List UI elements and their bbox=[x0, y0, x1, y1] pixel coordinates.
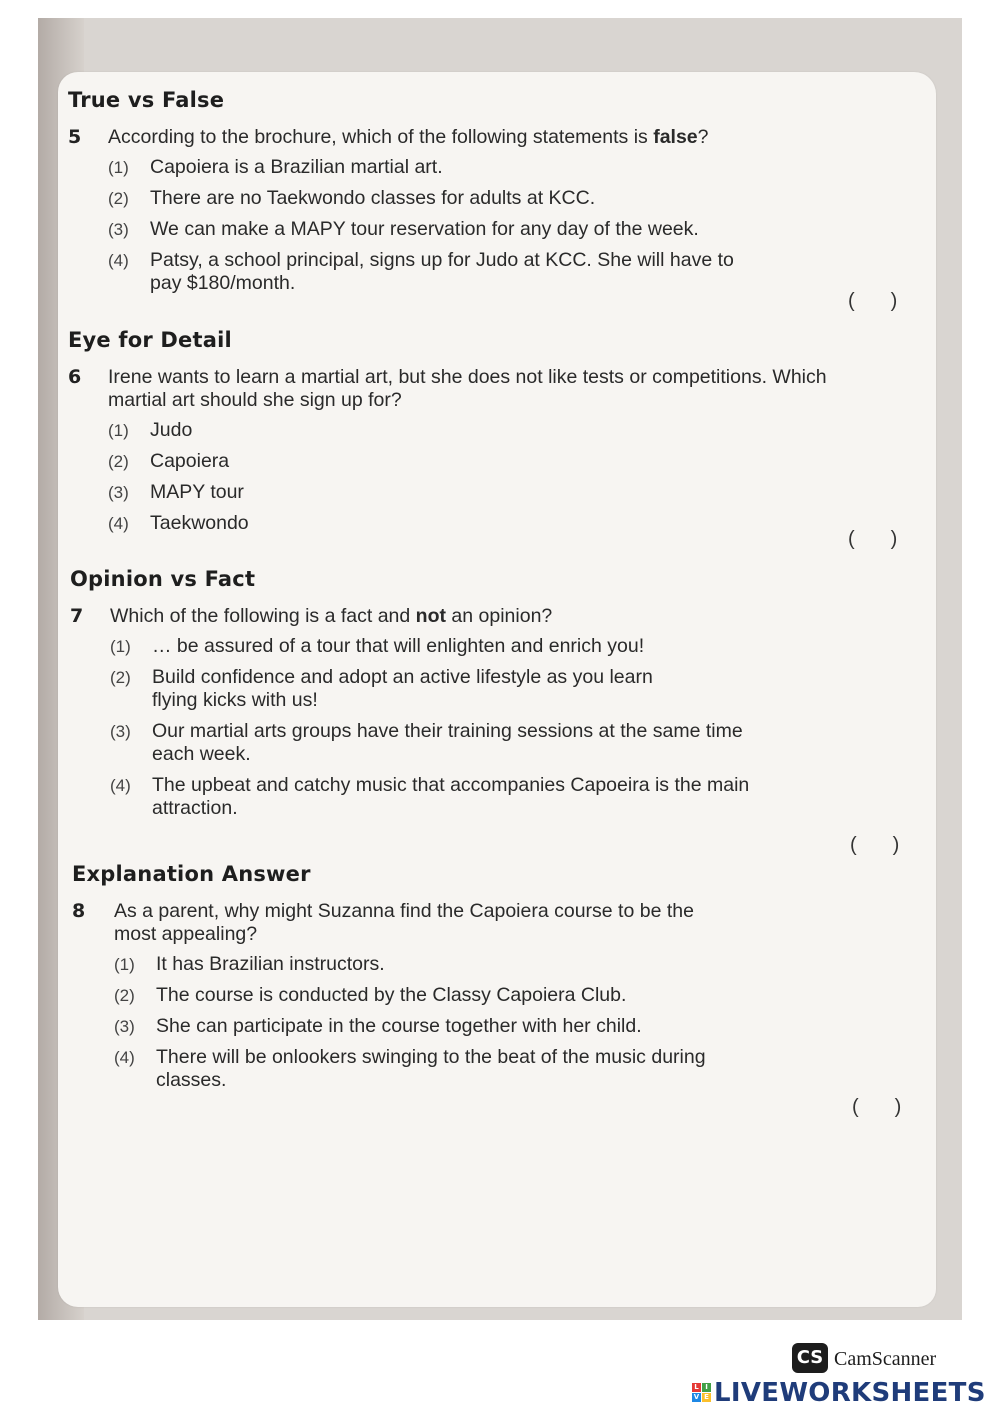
logo-tile: L bbox=[692, 1383, 701, 1392]
camscanner-logo-icon: CS bbox=[792, 1343, 828, 1373]
option-text: There will be onlookers swinging to the beat of the music during classes. bbox=[156, 1046, 706, 1091]
answer-bracket-5[interactable] bbox=[848, 290, 899, 313]
answer-bracket-8[interactable] bbox=[852, 1096, 903, 1119]
question-number: 8 bbox=[72, 900, 86, 922]
option-number: (3) bbox=[108, 483, 129, 502]
option-number: (2) bbox=[114, 986, 135, 1005]
bracket-close: ) bbox=[894, 1096, 904, 1118]
option-text: Build confidence and adopt an active lifestyle as you learn flying kicks with us! bbox=[152, 666, 653, 711]
liveworksheets-wordmark: LIVEWORKSHEETS bbox=[714, 1378, 986, 1408]
option-item bbox=[110, 720, 790, 766]
option-number: (4) bbox=[114, 1048, 135, 1067]
option-text: MAPY tour bbox=[150, 481, 244, 503]
option-item bbox=[114, 1015, 772, 1038]
option-number: (4) bbox=[108, 251, 129, 270]
option-number: (3) bbox=[114, 1017, 135, 1036]
question-7 bbox=[70, 605, 790, 820]
option-item bbox=[108, 481, 848, 504]
section-heading: Eye for Detail bbox=[68, 328, 232, 352]
option-text: The upbeat and catchy music that accompanies Capoeira is the main attraction. bbox=[152, 774, 750, 819]
logo-tile: V bbox=[693, 1393, 700, 1401]
options-list bbox=[108, 156, 828, 295]
section-heading: Opinion vs Fact bbox=[70, 567, 256, 591]
option-item bbox=[110, 635, 790, 658]
option-text: Capoiera is a Brazilian martial art. bbox=[150, 156, 443, 178]
question-text bbox=[108, 126, 828, 149]
bracket-open: ( bbox=[848, 290, 857, 312]
option-text: … be assured of a tour that will enlighten and enrich you! bbox=[152, 635, 645, 657]
question-number: 6 bbox=[68, 366, 82, 388]
options-list bbox=[114, 953, 772, 1092]
options-list bbox=[110, 635, 790, 820]
question-text: Irene wants to learn a martial art, but she does not like tests or competitions. Which martial art should she sign up for? bbox=[108, 366, 827, 411]
question-text-part: ? bbox=[697, 126, 709, 148]
answer-bracket-7[interactable] bbox=[850, 834, 901, 857]
logo-tile: E bbox=[702, 1393, 711, 1402]
section-heading: Explanation Answer bbox=[72, 862, 311, 886]
option-text: There are no Taekwondo classes for adults at KCC. bbox=[150, 187, 596, 209]
option-text: Taekwondo bbox=[150, 512, 249, 534]
option-number: (1) bbox=[110, 637, 131, 656]
option-item bbox=[108, 512, 848, 535]
answer-bracket-6[interactable] bbox=[848, 528, 899, 551]
question-5 bbox=[68, 126, 828, 295]
option-text: She can participate in the course together with her child. bbox=[156, 1015, 642, 1037]
option-number: (4) bbox=[108, 514, 129, 533]
option-number: (2) bbox=[108, 452, 129, 471]
option-item bbox=[110, 666, 790, 712]
option-text: Our martial arts groups have their training sessions at the same time each week. bbox=[152, 720, 743, 765]
question-text-part: Which of the following is a fact and bbox=[110, 605, 416, 627]
option-item bbox=[108, 218, 828, 241]
section-opinion-vs-fact bbox=[70, 567, 790, 828]
option-text: It has Brazilian instructors. bbox=[156, 953, 385, 975]
bracket-close: ) bbox=[890, 290, 900, 312]
option-number: (1) bbox=[108, 158, 129, 177]
option-number: (1) bbox=[108, 421, 129, 440]
question-text bbox=[110, 605, 790, 628]
question-8 bbox=[72, 900, 772, 1092]
option-number: (1) bbox=[114, 955, 135, 974]
question-number: 7 bbox=[70, 605, 84, 627]
section-heading: True vs False bbox=[68, 88, 225, 112]
section-true-vs-false bbox=[68, 88, 828, 303]
bracket-open: ( bbox=[850, 834, 859, 856]
section-eye-for-detail bbox=[68, 328, 848, 543]
option-number: (4) bbox=[110, 776, 131, 795]
question-text-part: an opinion? bbox=[446, 605, 553, 627]
question-emphasis: not bbox=[415, 605, 446, 627]
bracket-close: ) bbox=[892, 834, 902, 856]
bracket-open: ( bbox=[848, 528, 857, 550]
option-item bbox=[114, 953, 772, 976]
option-item bbox=[114, 1046, 772, 1092]
options-list bbox=[108, 419, 848, 535]
camscanner-name: CamScanner bbox=[834, 1348, 937, 1370]
logo-tile: I bbox=[702, 1383, 711, 1392]
option-number: (3) bbox=[110, 722, 131, 741]
section-explanation-answer bbox=[72, 862, 772, 1100]
watermark-logos bbox=[692, 1343, 992, 1408]
option-item bbox=[108, 419, 848, 442]
option-number: (2) bbox=[108, 189, 129, 208]
option-text: Capoiera bbox=[150, 450, 230, 472]
option-number: (2) bbox=[110, 668, 131, 687]
bracket-close: ) bbox=[890, 528, 900, 550]
option-item bbox=[108, 187, 828, 210]
option-item bbox=[114, 984, 772, 1007]
liveworksheets-logo-icon bbox=[692, 1383, 712, 1403]
option-item bbox=[108, 249, 828, 295]
option-item bbox=[108, 450, 848, 473]
question-number: 5 bbox=[68, 126, 82, 148]
option-text: We can make a MAPY tour reservation for any day of the week. bbox=[150, 218, 699, 240]
option-text: Patsy, a school principal, signs up for Judo at KCC. She will have to pay $180/month. bbox=[150, 249, 734, 294]
bracket-open: ( bbox=[852, 1096, 861, 1118]
option-item bbox=[110, 774, 790, 820]
question-emphasis: false bbox=[653, 126, 698, 148]
option-number: (3) bbox=[108, 220, 129, 239]
question-6 bbox=[68, 366, 848, 535]
question-text: As a parent, why might Suzanna find the Capoiera course to be the most appealing? bbox=[114, 900, 694, 945]
option-text: The course is conducted by the Classy Capoiera Club. bbox=[156, 984, 627, 1006]
option-item bbox=[108, 156, 828, 179]
question-text-part: According to the brochure, which of the following statements is bbox=[108, 126, 654, 148]
option-text: Judo bbox=[150, 419, 193, 441]
